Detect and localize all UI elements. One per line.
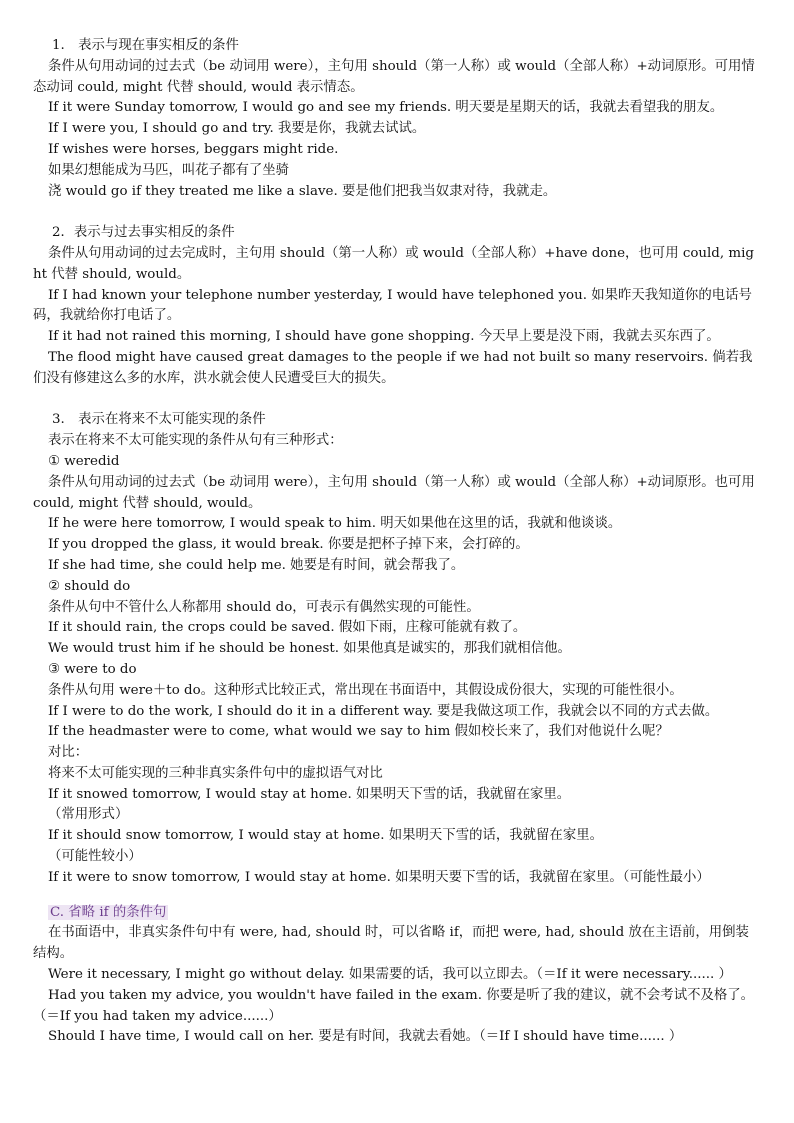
section-spacer — [33, 202, 762, 223]
example-sentence: The flood might have caused great damages to the people if we had not built so many reservoirs. 倘若我们没有修建这么多的水库，洪水就会使人民遭受巨大的损失。 — [33, 349, 753, 386]
comparison-note: （可能性较小） — [48, 849, 142, 865]
example-sentence: If I had known your telephone number yesterday, I would have telephoned you. 如果昨天我知道你的电话号码，我就给你打电话了。 — [33, 287, 752, 324]
form-2-rule: 条件从句中不管什么人称都用 should do，可表示有偶然实现的可能性。 — [48, 599, 480, 615]
section-c-title: C. 省略 if 的条件句 — [50, 904, 167, 920]
example-sentence: If it should rain, the crops could be saved. 假如下雨，庄稼可能就有救了。 — [48, 620, 527, 636]
example-sentence: If wishes were horses, beggars might ride. — [48, 141, 339, 157]
example-sentence: If the headmaster were to come, what would we say to him 假如校长来了，我们对他说什么呢？ — [48, 724, 669, 740]
section-2-rule: 条件从句用动词的过去完成时，主句用 should（第一人称）或 would（全部人称）+have done，也可用 could, might 代替 should, would。 — [33, 245, 754, 282]
comparison-title: 将来不太可能实现的三种非真实条件句中的虚拟语气对比 — [48, 765, 383, 781]
section-2-title: 2．表示与过去事实相反的条件 — [52, 225, 235, 241]
example-sentence: We would trust him if he should be honest. 如果他真是诚实的，那我们就相信他。 — [48, 641, 571, 657]
section-3-title: 3. 表示在将来不太可能实现的条件 — [52, 412, 266, 428]
section-spacer — [33, 390, 762, 411]
example-sentence: Had you taken my advice, you wouldn't have failed in the exam. 你要是听了我的建议，就不会考试不及格了。（＝If you had taken my advice......） — [33, 987, 755, 1024]
example-sentence: If she had time, she could help me. 她要是有时间，就会帮我了。 — [48, 557, 465, 573]
example-sentence: If he were here tomorrow, I would speak to him. 明天如果他在这里的话，我就和他谈谈。 — [48, 516, 622, 532]
example-sentence: 浇 would go if they treated me like a slave. 要是他们把我当奴隶对待，我就走。 — [48, 183, 557, 199]
section-c-rule: 在书面语中，非真实条件句中有 were, had, should 时，可以省略 if，而把 were, had, should 放在主语前，用倒装结构。 — [33, 925, 749, 962]
form-1-rule: 条件从句用动词的过去式（be 动词用 were），主句用 should（第一人称）或 would（全部人称）+动词原形。也可用 could, might 代替 should, would。 — [33, 474, 755, 511]
example-sentence: If it were to snow tomorrow, I would stay at home. 如果明天要下雪的话，我就留在家里。（可能性最小） — [48, 869, 710, 885]
section-1-rule: 条件从句用动词的过去式（be 动词用 were），主句用 should（第一人称）或 would（全部人称）+动词原形。可用情态动词 could, might 代替 should, would 表示情态。 — [33, 58, 755, 95]
example-sentence: If it should snow tomorrow, I would stay at home. 如果明天下雪的话，我就留在家里。 — [48, 828, 603, 844]
example-translation: 如果幻想能成为马匹，叫花子都有了坐骑 — [48, 162, 290, 178]
example-sentence: If you dropped the glass, it would break. 你要是把杯子掉下来，会打碎的。 — [48, 537, 529, 553]
form-3-label: ③ were to do — [48, 661, 137, 677]
example-sentence: If it snowed tomorrow, I would stay at home. 如果明天下雪的话，我就留在家里。 — [48, 786, 571, 802]
comparison-note: （常用形式） — [48, 807, 129, 823]
form-1-label: ① weredid — [48, 453, 120, 469]
example-sentence: If I were to do the work, I should do it in a different way. 要是我做这项工作，我就会以不同的方式去做。 — [48, 703, 719, 719]
example-sentence: If I were you, I should go and try. 我要是你，我就去试试。 — [48, 121, 426, 137]
example-sentence: Should I have time, I would call on her. 要是有时间，我就去看她。（＝If I should have time...... ） — [48, 1029, 683, 1045]
example-sentence: If it were Sunday tomorrow, I would go and see my friends. 明天要是星期天的话，我就去看望我的朋友。 — [48, 100, 724, 116]
section-spacer — [33, 889, 762, 903]
form-2-label: ② should do — [48, 578, 131, 594]
section-3-intro: 表示在将来不太可能实现的条件从句有三种形式： — [48, 433, 343, 449]
example-sentence: If it had not rained this morning, I should have gone shopping. 今天早上要是没下雨，我就去买东西了。 — [48, 329, 720, 345]
example-sentence: Were it necessary, I might go without delay. 如果需要的话，我可以立即去。（＝If it were necessary...... ） — [48, 967, 732, 983]
section-1-title: 1. 表示与现在事实相反的条件 — [52, 38, 239, 53]
form-3-rule: 条件从句用 were＋to do。这种形式比较正式，常出现在书面语中，其假设成份很大，实现的可能性很小。 — [48, 682, 683, 698]
comparison-label: 对比： — [48, 745, 89, 761]
section-c-heading — [33, 903, 762, 924]
